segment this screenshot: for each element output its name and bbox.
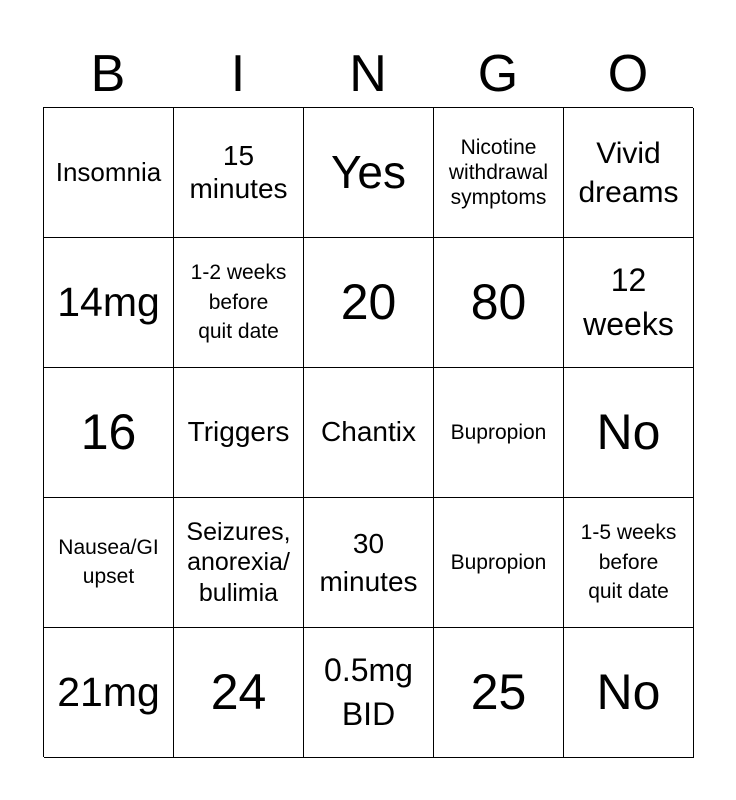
header-letter-i: I bbox=[230, 45, 246, 103]
cell-text: Seizures, anorexia/ bulimia bbox=[186, 517, 291, 607]
cell-text: No bbox=[596, 403, 661, 460]
bingo-cell[interactable] bbox=[174, 498, 304, 628]
bingo-cell[interactable] bbox=[564, 238, 694, 368]
bingo-cell[interactable] bbox=[434, 108, 564, 238]
bingo-cell[interactable] bbox=[44, 238, 174, 368]
bingo-cell[interactable] bbox=[174, 238, 304, 368]
bingo-cell[interactable] bbox=[174, 628, 304, 758]
bingo-cell[interactable] bbox=[304, 108, 434, 238]
cell-text: 21mg bbox=[57, 668, 160, 715]
cell-text: 0.5mg BID bbox=[324, 652, 413, 732]
header-letter-b: B bbox=[90, 45, 126, 103]
cell-text: 25 bbox=[470, 663, 527, 720]
header-letter-n: N bbox=[349, 45, 387, 103]
cell-text: 15 minutes bbox=[189, 140, 288, 204]
cell-text: Bupropion bbox=[450, 550, 547, 574]
cell-text: Bupropion bbox=[450, 420, 547, 444]
bingo-cell[interactable] bbox=[434, 628, 564, 758]
cell-text: 16 bbox=[80, 403, 137, 460]
cell-text: Nausea/GI upset bbox=[58, 536, 159, 588]
cell-text: 12 weeks bbox=[583, 262, 674, 342]
bingo-cell[interactable] bbox=[434, 238, 564, 368]
bingo-cell[interactable] bbox=[304, 238, 434, 368]
bingo-cell[interactable] bbox=[174, 108, 304, 238]
cell-text: 80 bbox=[470, 273, 527, 330]
bingo-cell[interactable] bbox=[564, 368, 694, 498]
bingo-cell[interactable] bbox=[44, 498, 174, 628]
cell-text: Chantix bbox=[321, 416, 416, 448]
cell-text: Yes bbox=[330, 146, 407, 199]
cell-text: No bbox=[596, 663, 661, 720]
bingo-cell[interactable] bbox=[44, 368, 174, 498]
bingo-cell[interactable] bbox=[564, 108, 694, 238]
cell-text: 20 bbox=[340, 273, 397, 330]
bingo-cell[interactable] bbox=[304, 368, 434, 498]
bingo-cell[interactable] bbox=[174, 368, 304, 498]
bingo-cell[interactable] bbox=[44, 108, 174, 238]
cell-text: 1-2 weeks before quit date bbox=[190, 261, 287, 344]
cell-text: 24 bbox=[210, 663, 267, 720]
bingo-cell[interactable] bbox=[304, 498, 434, 628]
bingo-cell[interactable] bbox=[44, 628, 174, 758]
bingo-cell[interactable] bbox=[564, 498, 694, 628]
header-letter-g: G bbox=[477, 45, 519, 103]
cell-text: Nicotine withdrawal symptoms bbox=[448, 135, 549, 210]
bingo-cell[interactable] bbox=[434, 368, 564, 498]
bingo-board bbox=[43, 107, 693, 757]
bingo-cell[interactable] bbox=[564, 628, 694, 758]
cell-text: 14mg bbox=[57, 278, 160, 325]
cell-text: 30 minutes bbox=[319, 527, 418, 597]
bingo-header bbox=[43, 40, 693, 108]
bingo-cell[interactable] bbox=[434, 498, 564, 628]
cell-text: Insomnia bbox=[55, 156, 162, 187]
bingo-cell[interactable] bbox=[304, 628, 434, 758]
cell-text: Vivid dreams bbox=[578, 136, 679, 209]
header-letter-o: O bbox=[607, 45, 649, 103]
cell-text: Triggers bbox=[187, 416, 290, 448]
cell-text: 1-5 weeks before quit date bbox=[580, 521, 677, 604]
